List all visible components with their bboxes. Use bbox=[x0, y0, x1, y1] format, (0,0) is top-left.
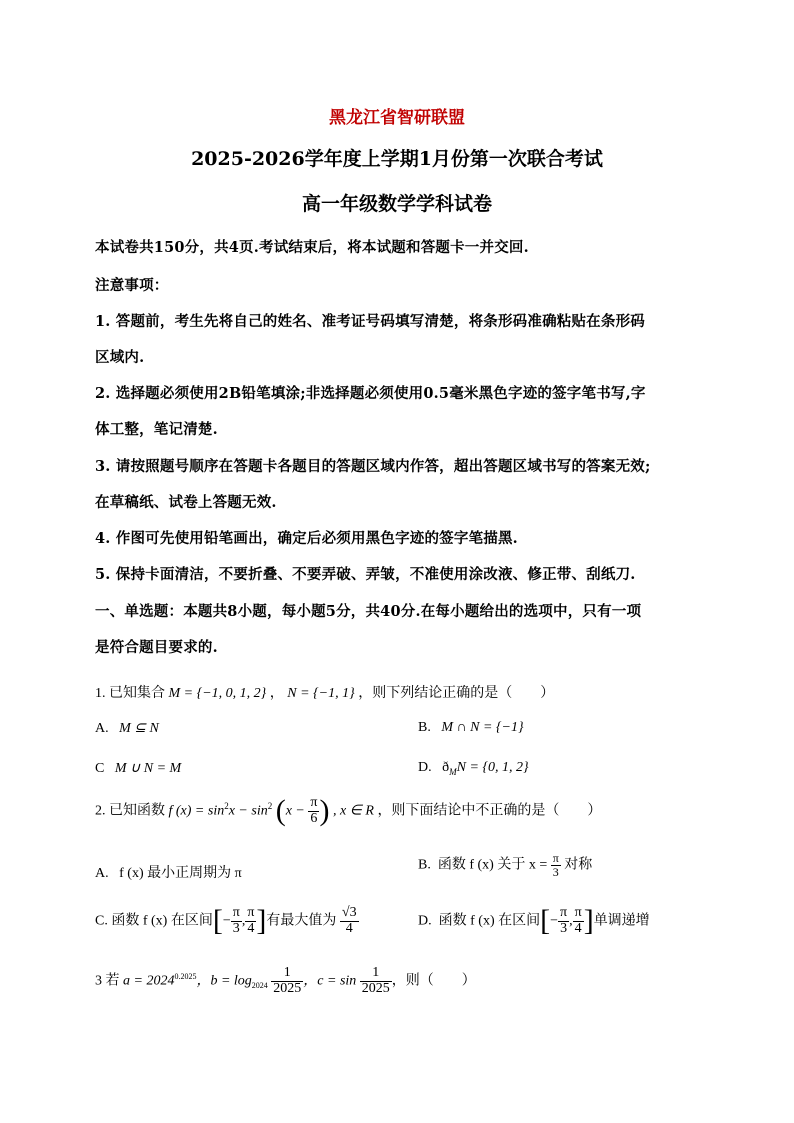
q3-c: ，c = sin bbox=[303, 973, 357, 989]
minus-sign: − bbox=[550, 913, 559, 929]
q3-fraction: $\frac{1}{2025}$ bbox=[273, 965, 302, 996]
q2-option-b bbox=[418, 852, 592, 878]
option-fraction: $\frac{\pi}{3}$ bbox=[552, 851, 559, 879]
option-text: 有最大值为 bbox=[266, 913, 337, 929]
option-expr: M ∩ N = {−1} bbox=[441, 720, 524, 735]
q1-sep: ， bbox=[269, 686, 284, 701]
option-fraction: $\frac{\pi}{3}$ bbox=[232, 905, 240, 936]
q2-paren: ) bbox=[319, 794, 330, 828]
option-fraction: $\frac{\pi}{3}$ bbox=[560, 905, 568, 936]
q2-option-c bbox=[95, 906, 359, 936]
option-label: B. bbox=[418, 857, 431, 873]
section-heading: 一、单选题：本题共8小题，每小题5分，共40分.在每小题给出的选项中，只有一项 bbox=[95, 603, 642, 620]
q1-option-a bbox=[95, 720, 159, 737]
option-label: D. bbox=[418, 913, 432, 929]
notice-line: 区域内. bbox=[95, 349, 145, 366]
q1-set-m: M = {−1, 0, 1, 2} bbox=[168, 686, 267, 701]
exam-title: 2025-2026学年度上学期1月份第一次联合考试 bbox=[191, 148, 603, 170]
q3-fraction: $\frac{1}{2025}$ bbox=[361, 965, 390, 996]
option-expr: M ∪ N = M bbox=[114, 761, 182, 776]
option-expr-rest: N = {0, 1, 2} bbox=[456, 760, 529, 775]
q3-a-exp: 0.2025 bbox=[174, 971, 197, 981]
exam-subtitle: 高一年级数学学科试卷 bbox=[301, 193, 492, 215]
q3-suffix: ，则（ ） bbox=[391, 973, 476, 989]
q1-suffix: ，则下列结论正确的是（ ） bbox=[358, 686, 555, 701]
comma: , bbox=[569, 913, 573, 929]
q3-prefix: 3 若 bbox=[95, 973, 120, 989]
q2-pi-over-6: $\frac{\pi}{6}$ bbox=[310, 795, 318, 826]
question-2-stem bbox=[95, 796, 601, 826]
minus-sign: − bbox=[222, 913, 231, 929]
option-fraction: $\frac{\pi}{4}$ bbox=[574, 905, 582, 936]
q2-prefix: 2. 已知函数 bbox=[95, 803, 165, 819]
q1-option-c bbox=[95, 760, 181, 777]
q1-option-b bbox=[418, 720, 524, 736]
q1-prefix: 1. 已知集合 bbox=[95, 686, 165, 701]
option-label: C. bbox=[95, 913, 108, 929]
bracket: [ bbox=[212, 904, 223, 938]
option-label: C bbox=[95, 761, 105, 776]
option-text: 单调递增 bbox=[593, 913, 650, 929]
option-text: 对称 bbox=[564, 857, 593, 873]
option-sub: M bbox=[449, 766, 457, 777]
q2-option-a bbox=[95, 862, 242, 882]
option-text: f (x) 最小正周期为 π bbox=[119, 866, 242, 881]
q1-set-n: N = {−1, 1} bbox=[287, 686, 355, 701]
notice-line: 4. 作图可先使用铅笔画出，确定后必须用黑色字迹的签字笔描黑. bbox=[95, 530, 518, 547]
q3-a: a = 2024 bbox=[123, 973, 175, 989]
question-3-stem bbox=[95, 966, 476, 996]
section-heading: 是符合题目要求的. bbox=[95, 639, 218, 656]
notice-line: 体工整，笔记清楚. bbox=[95, 421, 218, 438]
bracket: ] bbox=[583, 904, 594, 938]
q2-x-minus: x − bbox=[285, 803, 305, 819]
notice-title: 注意事项： bbox=[95, 277, 169, 294]
q2-square: 2 bbox=[267, 800, 273, 811]
q2-domain: , x ∈ R bbox=[332, 803, 374, 819]
q2-mid: x − sin bbox=[228, 803, 268, 819]
q2-square: 2 bbox=[224, 800, 229, 811]
option-fraction: $\frac{√3}{4}$ bbox=[341, 905, 357, 936]
notice-line: 1. 答题前，考生先将自己的姓名、准考证号码填写清楚，将条形码准确粘贴在条形码 bbox=[95, 313, 645, 330]
option-label: A. bbox=[95, 866, 109, 881]
notice-line: 3. 请按照题号顺序在答题卡各题目的答题区域内作答，超出答题区域书写的答案无效; bbox=[95, 458, 651, 475]
q2-paren: ( bbox=[275, 794, 286, 828]
option-label: B. bbox=[418, 720, 431, 735]
notice-line: 2. 选择题必须使用2B铅笔填涂;非选择题必须使用0.5毫米黑色字迹的签字笔书写,字 bbox=[95, 385, 646, 402]
notice-line: 在草稿纸、试卷上答题无效. bbox=[95, 494, 277, 511]
option-expr: ð bbox=[442, 760, 450, 775]
option-label: A. bbox=[95, 721, 109, 736]
organization-name: 黑龙江省智研联盟 bbox=[329, 108, 465, 128]
option-text: 函数 f (x) 在区间 bbox=[438, 913, 541, 929]
q2-fx: f (x) = sin bbox=[168, 803, 225, 819]
q2-suffix: ，则下面结论中不正确的是（ ） bbox=[377, 803, 602, 819]
bracket: ] bbox=[256, 904, 267, 938]
question-1-stem bbox=[95, 682, 554, 702]
option-label: D. bbox=[418, 760, 432, 775]
option-fraction: $\frac{\pi}{4}$ bbox=[247, 905, 255, 936]
option-expr: M ⊆ N bbox=[119, 721, 159, 736]
notice-line: 5. 保持卡面清洁，不要折叠、不要弄破、弄皱，不准使用涂改液、修正带、刮纸刀. bbox=[95, 566, 636, 583]
comma: , bbox=[241, 913, 246, 929]
option-text: 函数 f (x) 在区间 bbox=[111, 913, 213, 929]
q1-option-d bbox=[418, 760, 529, 777]
intro-text: 本试卷共150分，共4页.考试结束后，将本试题和答题卡一并交回. bbox=[95, 239, 529, 256]
q3-b-base: 2024 bbox=[251, 981, 268, 991]
q2-option-d bbox=[418, 906, 650, 936]
q3-b: ，b = log bbox=[196, 973, 252, 989]
option-text: 函数 f (x) 关于 x = bbox=[437, 857, 548, 873]
bracket: [ bbox=[540, 904, 551, 938]
